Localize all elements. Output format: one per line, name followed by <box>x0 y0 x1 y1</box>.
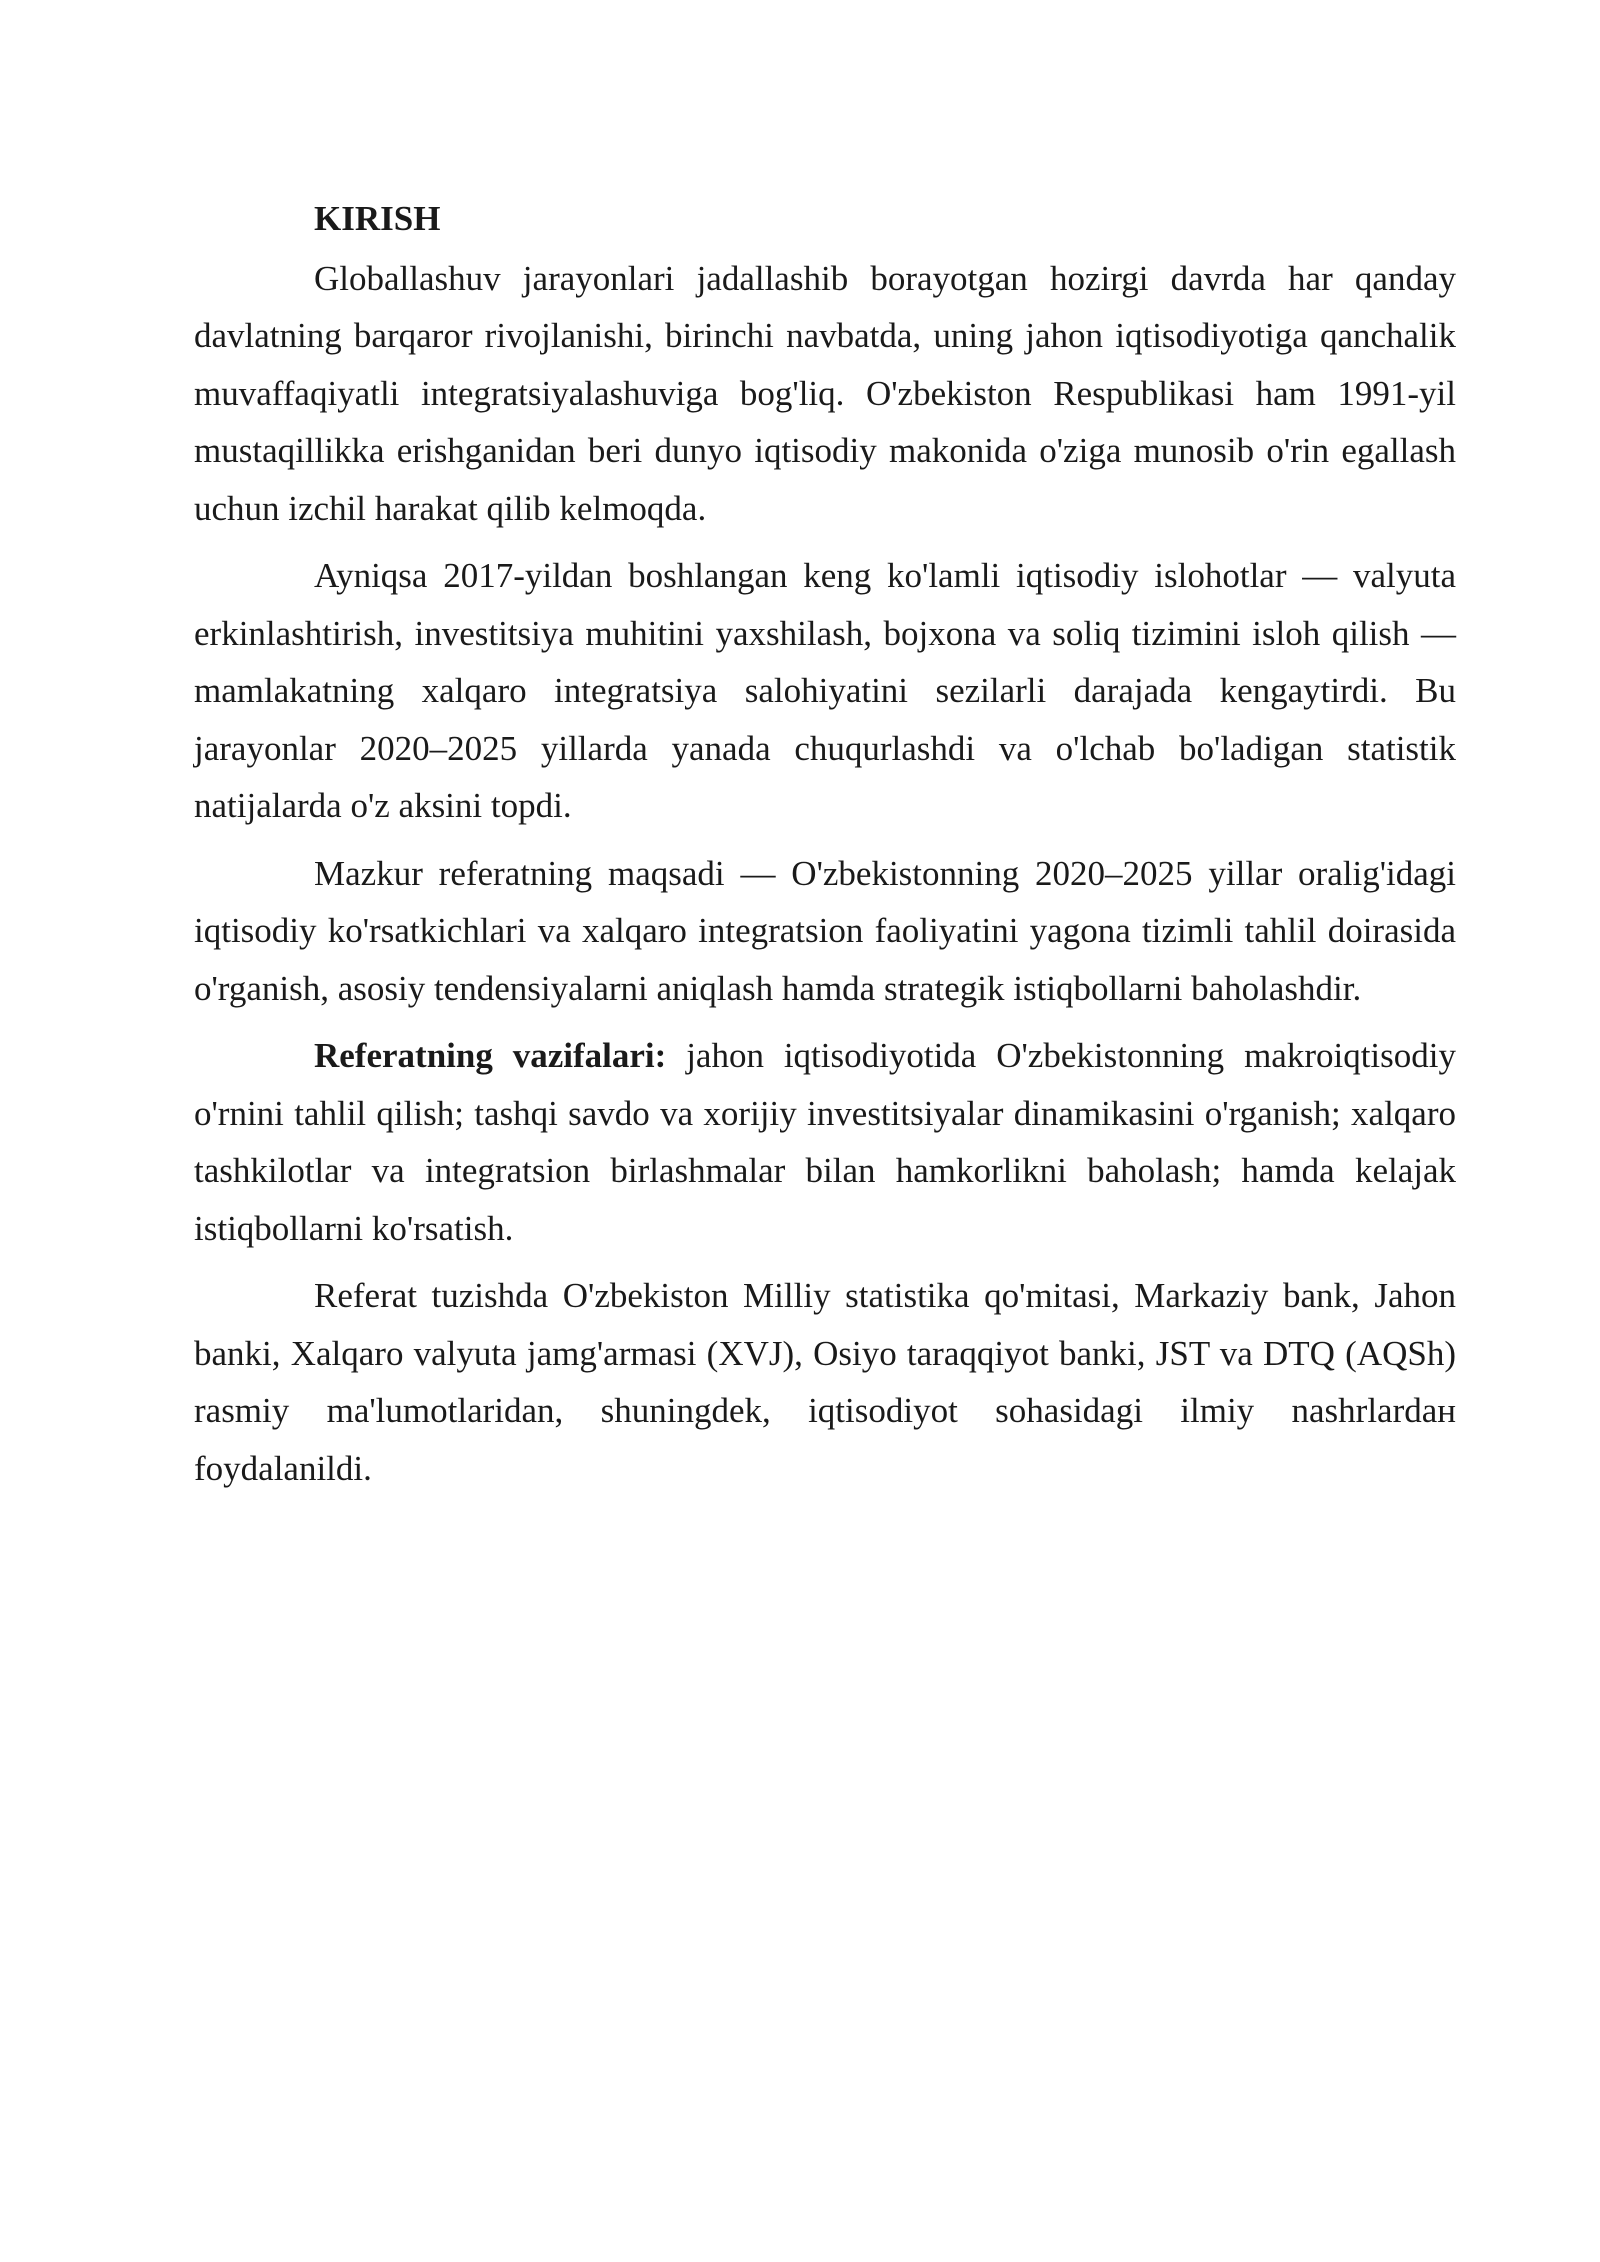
paragraph-text: Referat tuzishda O'zbekiston Milliy statistika qo'mitasi, Markaziy bank, Jahon banki, Xalqaro valyuta jamg'armasi (XVJ), Osiyo taraqqiyot banki, JST va DTQ (AQSh) rasmiy ma'lumotlaridan, shuningdek, iqtisodiyot sohasidagi ilmiy nashrlardaн foydalanildi. <box>194 1276 1456 1488</box>
paragraph-intro <box>194 250 1456 538</box>
paragraph-purpose <box>194 845 1456 1018</box>
paragraph-tasks <box>194 1027 1456 1257</box>
paragraph-text: Mazkur referatning maqsadi — O'zbekistonning 2020–2025 yillar oralig'idagi iqtisodiy ko'rsatkichlari va xalqaro integratsion faoliyatini yagona tizimli tahlil doirasida o'rganish, asosiy tendensiyalarni aniqlash hamda strategik istiqbollarni baholashdir. <box>194 853 1456 1008</box>
section-heading: KIRISH <box>314 199 441 238</box>
paragraph-text: Ayniqsa 2017-yildan boshlangan keng ko'lamli iqtisodiy islohotlar — valyuta erkinlashtirish, investitsiya muhitini yaxshilash, bojxona va soliq tizimini isloh qilish — mamlakatning xalqaro integratsiya salohiyatini sezilarli darajada kengaytirdi. Bu jarayonlar 2020–2025 yillarda yanada chuqurlashdi va o'lchab bo'ladigan statistik natijalarda o'z aksini topdi. <box>194 556 1456 825</box>
paragraph-text: jahon iqtisodiyotida O'zbekistonning makroiqtisodiy o'rnini tahlil qilish; tashqi savdo va xorijiy investitsiyalar dinamikasini o'rganish; xalqaro tashkilotlar va integratsion birlashmalar bilan hamkorlikni baholash; hamda kelajak istiqbollarni ko'rsatish. <box>194 1036 1456 1248</box>
document-body <box>194 190 1456 1507</box>
paragraph-sources <box>194 1267 1456 1497</box>
paragraph-text: Globallashuv jarayonlari jadallashib borayotgan hozirgi davrda har qanday davlatning barqaror rivojlanishi, birinchi navbatda, uning jahon iqtisodiyotiga qanchalik muvaffaqiyatli integratsiyalashuviga bog'liq. O'zbekiston Respublikasi ham 1991-yil mustaqillikka erishganidan beri dunyo iqtisodiy makonida o'ziga munosib o'rin egallash uchun izchil harakat qilib kelmoqda. <box>194 258 1456 528</box>
paragraph-lead: Referatning vazifalari: <box>314 1036 667 1075</box>
paragraph-reforms <box>194 547 1456 835</box>
